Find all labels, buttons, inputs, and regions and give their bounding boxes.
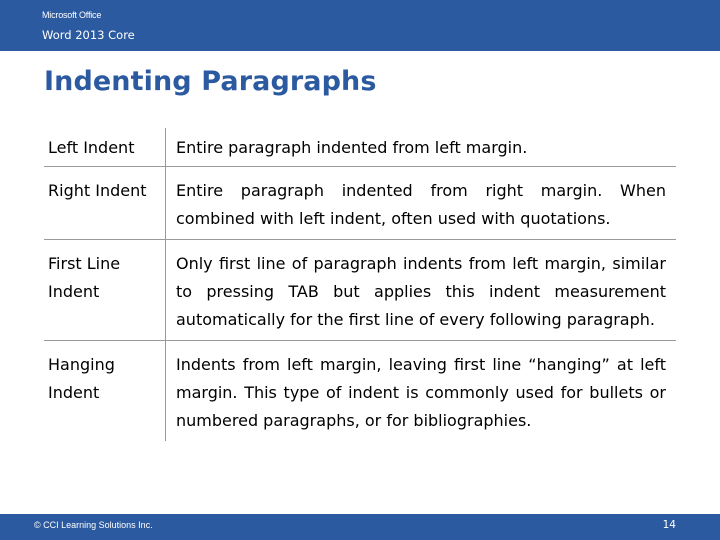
term-cell: First Line Indent bbox=[44, 240, 166, 340]
description-cell: Only first line of paragraph indents from left margin, similar to pressing TAB but applies this indent measurement automatically for the first line of every following paragraph. bbox=[176, 254, 666, 329]
term-cell: Right Indent bbox=[44, 167, 166, 239]
header-bar bbox=[0, 0, 720, 51]
description-cell: Indents from left margin, leaving first line “hanging” at left margin. This type of indent is commonly used for bullets or numbered paragraphs, or for bibliographies. bbox=[176, 355, 666, 430]
course-label: Word 2013 Core bbox=[42, 28, 135, 42]
term-cell: Hanging Indent bbox=[44, 341, 166, 441]
table-row bbox=[44, 240, 676, 341]
description-cell: Entire paragraph indented from right margin. When combined with left indent, often used with quotations. bbox=[176, 181, 666, 228]
table-row bbox=[44, 341, 676, 441]
indent-table bbox=[44, 128, 676, 441]
copyright-text: © CCI Learning Solutions Inc. bbox=[34, 520, 153, 530]
slide-title: Indenting Paragraphs bbox=[44, 66, 377, 97]
table-row bbox=[44, 167, 676, 240]
brand-label: Microsoft Office bbox=[42, 10, 102, 20]
description-cell: Entire paragraph indented from left margin. bbox=[176, 138, 528, 157]
table-row bbox=[44, 128, 676, 167]
page-number: 14 bbox=[662, 519, 676, 531]
term-cell: Left Indent bbox=[44, 128, 166, 166]
